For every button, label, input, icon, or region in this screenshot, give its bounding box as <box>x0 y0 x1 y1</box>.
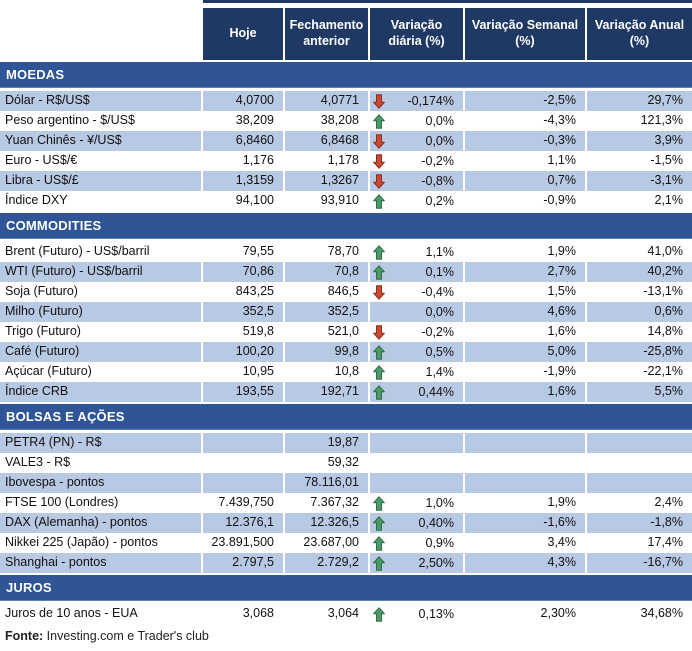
hoje-value: 38,209 <box>235 113 274 127</box>
up-arrow-icon <box>373 245 385 260</box>
hoje-value: 6,8460 <box>203 131 285 151</box>
variacao-diaria-cell <box>370 342 465 362</box>
variacao-anual-value: 0,6% <box>587 302 692 322</box>
fechamento-anterior-value: 7.367,32 <box>310 495 359 509</box>
variacao-semanal-value: -0,9% <box>543 193 576 207</box>
variacao-semanal-value: 2,30% <box>540 606 576 620</box>
variacao-anual-value: 121,3% <box>640 113 683 127</box>
hoje-value: 3,068 <box>242 606 274 620</box>
variacao-diaria-cell <box>370 131 465 151</box>
section-header-bar <box>0 213 692 239</box>
row-label: Nikkei 225 (Japão) - pontos <box>5 535 158 549</box>
variacao-anual-value: -22,1% <box>643 364 683 378</box>
variacao-anual-value <box>587 473 692 493</box>
row-label: PETR4 (PN) - R$ <box>0 433 203 453</box>
variacao-semanal-value: -4,3% <box>543 113 576 127</box>
table-row <box>0 322 692 342</box>
source-note <box>0 629 692 643</box>
hoje-value: 79,55 <box>242 244 274 258</box>
variacao-diaria-value: 0,1% <box>425 264 454 279</box>
fechamento-anterior-value: 70,8 <box>285 262 370 282</box>
row-label: Índice CRB <box>0 382 203 402</box>
row-label: VALE3 - R$ <box>5 455 71 469</box>
variacao-anual-value: 2,1% <box>654 193 683 207</box>
variacao-diaria-value: 1,1% <box>425 244 454 259</box>
variacao-anual-value: 3,9% <box>587 131 692 151</box>
fechamento-anterior-value: 1,178 <box>327 153 359 167</box>
up-arrow-icon <box>373 496 385 511</box>
fechamento-anterior-value: 99,8 <box>285 342 370 362</box>
table-row <box>0 191 692 211</box>
down-arrow-icon <box>373 174 385 189</box>
hoje-value <box>203 433 285 453</box>
table-row <box>0 604 692 624</box>
variacao-diaria-cell <box>370 302 465 322</box>
hoje-value: 193,55 <box>203 382 285 402</box>
column-header-fechamento-anterior: Fechamento anterior <box>285 8 370 60</box>
section-rows <box>0 91 692 211</box>
table-row <box>0 111 692 131</box>
trend-arrow-icon <box>373 476 385 491</box>
variacao-diaria-value: -0,174% <box>407 93 454 108</box>
variacao-diaria-value: 0,5% <box>425 344 454 359</box>
variacao-diaria-cell <box>370 191 465 211</box>
variacao-diaria-value: -0,8% <box>421 173 454 188</box>
variacao-diaria-cell <box>370 242 465 262</box>
top-border-sliver <box>203 0 692 3</box>
column-header-variacao-anual: Variação Anual (%) <box>587 8 692 60</box>
row-label: Libra - US$/£ <box>0 171 203 191</box>
hoje-value: 4,0700 <box>203 91 285 111</box>
row-label: Dólar - R$/US$ <box>0 91 203 111</box>
row-label: Ibovespa - pontos <box>0 473 203 493</box>
variacao-diaria-cell <box>370 171 465 191</box>
down-arrow-icon <box>373 285 385 300</box>
section-header-bar <box>0 575 692 601</box>
variacao-diaria-value: 0,13% <box>418 606 454 621</box>
row-label: Euro - US$/€ <box>5 153 78 167</box>
variacao-diaria-value: 0,2% <box>425 193 454 208</box>
row-label: DAX (Alemanha) - pontos <box>0 513 203 533</box>
variacao-anual-value: 29,7% <box>587 91 692 111</box>
hoje-value: 23.891,500 <box>211 535 274 549</box>
variacao-anual-value: -25,8% <box>587 342 692 362</box>
variacao-semanal-value: 5,0% <box>465 342 587 362</box>
variacao-anual-value: -16,7% <box>587 553 692 573</box>
section-title: JUROS <box>6 580 52 595</box>
hoje-value: 519,8 <box>242 324 274 338</box>
table-row <box>0 342 692 362</box>
row-label: Milho (Futuro) <box>0 302 203 322</box>
table-row <box>0 533 692 553</box>
variacao-semanal-value: 1,9% <box>547 495 576 509</box>
variacao-anual-value: 17,4% <box>647 535 683 549</box>
variacao-anual-value: 40,2% <box>587 262 692 282</box>
variacao-anual-value: -3,1% <box>587 171 692 191</box>
row-label: Soja (Futuro) <box>5 284 78 298</box>
variacao-diaria-value: 0,0% <box>425 113 454 128</box>
variacao-diaria-value: -0,4% <box>421 284 454 299</box>
table-row <box>0 493 692 513</box>
variacao-diaria-value: -0,2% <box>421 324 454 339</box>
fechamento-anterior-value: 78,70 <box>327 244 359 258</box>
column-header-variacao-semanal: Variação Semanal (%) <box>465 8 587 60</box>
variacao-anual-value: -13,1% <box>643 284 683 298</box>
variacao-semanal-value: -2,5% <box>465 91 587 111</box>
table-section <box>0 404 692 573</box>
variacao-diaria-cell <box>370 382 465 402</box>
table-header-row <box>0 8 692 60</box>
trend-arrow-icon <box>373 436 385 451</box>
variacao-anual-value: -1,5% <box>650 153 683 167</box>
up-arrow-icon <box>373 536 385 551</box>
down-arrow-icon <box>373 94 385 109</box>
fechamento-anterior-value: 78.116,01 <box>285 473 370 493</box>
variacao-semanal-value: 2,7% <box>465 262 587 282</box>
table-row <box>0 91 692 111</box>
row-label: Açúcar (Futuro) <box>5 364 92 378</box>
up-arrow-icon <box>373 365 385 380</box>
table-row <box>0 302 692 322</box>
variacao-diaria-value: 2,50% <box>418 555 454 570</box>
hoje-value: 352,5 <box>203 302 285 322</box>
row-label: Shanghai - pontos <box>0 553 203 573</box>
hoje-value: 7.439,750 <box>218 495 274 509</box>
variacao-diaria-cell <box>370 553 465 573</box>
table-row <box>0 151 692 171</box>
table-row <box>0 433 692 453</box>
section-title: MOEDAS <box>6 67 65 82</box>
table-row <box>0 453 692 473</box>
table-row <box>0 513 692 533</box>
row-label: Brent (Futuro) - US$/barril <box>5 244 150 258</box>
variacao-anual-value <box>587 453 692 473</box>
up-arrow-icon <box>373 194 385 209</box>
fechamento-anterior-value: 2.729,2 <box>285 553 370 573</box>
table-row <box>0 553 692 573</box>
table-row <box>0 242 692 262</box>
variacao-diaria-value: 1,4% <box>425 364 454 379</box>
variacao-diaria-cell <box>370 433 465 453</box>
hoje-value: 843,25 <box>235 284 274 298</box>
hoje-value: 12.376,1 <box>203 513 285 533</box>
variacao-diaria-cell <box>370 604 465 624</box>
variacao-semanal-value: -1,9% <box>543 364 576 378</box>
up-arrow-icon <box>373 385 385 400</box>
variacao-diaria-cell <box>370 151 465 171</box>
variacao-diaria-cell <box>370 453 465 473</box>
variacao-diaria-cell <box>370 533 465 553</box>
table-section <box>0 213 692 402</box>
variacao-diaria-value: -0,2% <box>421 153 454 168</box>
hoje-value <box>203 453 285 473</box>
table-row <box>0 171 692 191</box>
fechamento-anterior-value: 59,32 <box>327 455 359 469</box>
fechamento-anterior-value: 12.326,5 <box>285 513 370 533</box>
variacao-anual-value: 14,8% <box>647 324 683 338</box>
row-label: FTSE 100 (Londres) <box>5 495 119 509</box>
fechamento-anterior-value: 846,5 <box>327 284 359 298</box>
hoje-value: 1,3159 <box>203 171 285 191</box>
variacao-anual-value: 41,0% <box>647 244 683 258</box>
variacao-diaria-cell <box>370 513 465 533</box>
hoje-value: 10,95 <box>242 364 274 378</box>
fechamento-anterior-value: 38,208 <box>320 113 359 127</box>
variacao-diaria-value: 0,9% <box>425 535 454 550</box>
hoje-value: 70,86 <box>203 262 285 282</box>
source-label: Fonte: <box>5 629 44 643</box>
down-arrow-icon <box>373 134 385 149</box>
row-label: Peso argentino - $/US$ <box>5 113 135 127</box>
variacao-anual-value: 5,5% <box>587 382 692 402</box>
row-label: Trigo (Futuro) <box>5 324 81 338</box>
variacao-diaria-cell <box>370 111 465 131</box>
fechamento-anterior-value: 6,8468 <box>285 131 370 151</box>
section-title: COMMODITIES <box>6 218 102 233</box>
section-header-bar <box>0 404 692 430</box>
row-label: Juros de 10 anos - EUA <box>5 606 138 620</box>
variacao-diaria-value: 1,0% <box>425 495 454 510</box>
fechamento-anterior-value: 93,910 <box>320 193 359 207</box>
fechamento-anterior-value: 192,71 <box>285 382 370 402</box>
variacao-diaria-value: 0,44% <box>418 384 454 399</box>
variacao-semanal-value: 1,1% <box>547 153 576 167</box>
variacao-semanal-value: 1,6% <box>547 324 576 338</box>
variacao-semanal-value <box>465 453 587 473</box>
fechamento-anterior-value: 3,064 <box>327 606 359 620</box>
variacao-semanal-value: 4,6% <box>465 302 587 322</box>
table-body <box>0 62 692 624</box>
variacao-diaria-value: 0,0% <box>425 133 454 148</box>
hoje-value: 94,100 <box>235 193 274 207</box>
fechamento-anterior-value: 19,87 <box>285 433 370 453</box>
variacao-anual-value: 34,68% <box>640 606 683 620</box>
table-row <box>0 382 692 402</box>
down-arrow-icon <box>373 325 385 340</box>
variacao-diaria-cell <box>370 262 465 282</box>
variacao-semanal-value: 0,7% <box>465 171 587 191</box>
hoje-value: 1,176 <box>242 153 274 167</box>
row-label: WTI (Futuro) - US$/barril <box>0 262 203 282</box>
variacao-semanal-value: 1,6% <box>465 382 587 402</box>
hoje-value: 2.797,5 <box>203 553 285 573</box>
table-section <box>0 575 692 624</box>
up-arrow-icon <box>373 345 385 360</box>
variacao-diaria-cell <box>370 493 465 513</box>
variacao-anual-value: -1,8% <box>587 513 692 533</box>
variacao-semanal-value <box>465 473 587 493</box>
up-arrow-icon <box>373 114 385 129</box>
up-arrow-icon <box>373 265 385 280</box>
variacao-anual-value: 2,4% <box>654 495 683 509</box>
fechamento-anterior-value: 352,5 <box>285 302 370 322</box>
variacao-semanal-value: -1,6% <box>465 513 587 533</box>
variacao-semanal-value: 1,5% <box>547 284 576 298</box>
hoje-value <box>203 473 285 493</box>
fechamento-anterior-value: 10,8 <box>334 364 359 378</box>
variacao-diaria-cell <box>370 322 465 342</box>
variacao-diaria-cell <box>370 282 465 302</box>
variacao-semanal-value: 3,4% <box>547 535 576 549</box>
variacao-diaria-cell <box>370 362 465 382</box>
section-rows <box>0 604 692 624</box>
fechamento-anterior-value: 4,0771 <box>285 91 370 111</box>
variacao-anual-value <box>587 433 692 453</box>
variacao-diaria-value: 0,0% <box>425 304 454 319</box>
row-label: Índice DXY <box>5 193 68 207</box>
table-row <box>0 473 692 493</box>
section-rows <box>0 433 692 573</box>
table-row <box>0 282 692 302</box>
table-row <box>0 362 692 382</box>
column-header-hoje: Hoje <box>203 8 285 60</box>
row-label: Café (Futuro) <box>0 342 203 362</box>
trend-arrow-icon <box>373 456 385 471</box>
fechamento-anterior-value: 521,0 <box>327 324 359 338</box>
variacao-diaria-cell <box>370 473 465 493</box>
variacao-semanal-value: 4,3% <box>465 553 587 573</box>
section-header-bar <box>0 62 692 88</box>
variacao-semanal-value: 1,9% <box>547 244 576 258</box>
table-section <box>0 62 692 211</box>
source-text: Investing.com e Trader's club <box>43 629 209 643</box>
section-rows <box>0 242 692 402</box>
up-arrow-icon <box>373 556 385 571</box>
row-label: Yuan Chinês - ¥/US$ <box>0 131 203 151</box>
table-row <box>0 262 692 282</box>
up-arrow-icon <box>373 516 385 531</box>
down-arrow-icon <box>373 154 385 169</box>
up-arrow-icon <box>373 607 385 622</box>
header-spacer <box>0 8 203 60</box>
variacao-semanal-value: -0,3% <box>465 131 587 151</box>
table-row <box>0 131 692 151</box>
hoje-value: 100,20 <box>203 342 285 362</box>
fechamento-anterior-value: 1,3267 <box>285 171 370 191</box>
variacao-diaria-value: 0,40% <box>418 515 454 530</box>
variacao-semanal-value <box>465 433 587 453</box>
column-header-variacao-diaria: Variação diária (%) <box>370 8 465 60</box>
variacao-diaria-cell <box>370 91 465 111</box>
section-title: BOLSAS E AÇÕES <box>6 409 125 424</box>
fechamento-anterior-value: 23.687,00 <box>303 535 359 549</box>
trend-arrow-icon <box>373 305 385 320</box>
